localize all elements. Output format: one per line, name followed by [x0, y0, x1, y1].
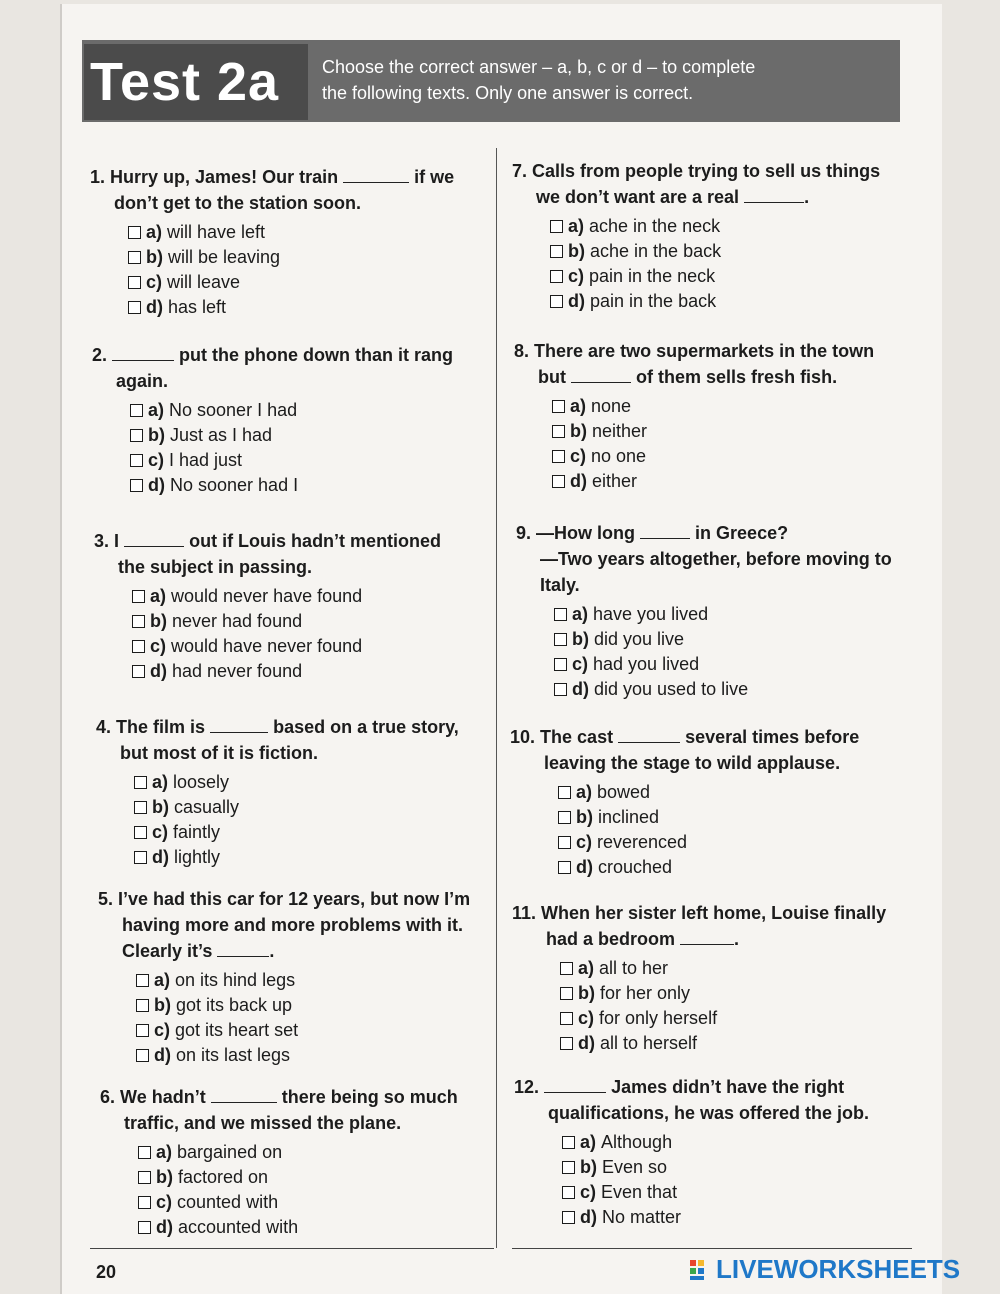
checkbox[interactable]: [558, 786, 571, 799]
answer-blank[interactable]: [744, 186, 804, 203]
answer-blank[interactable]: [544, 1076, 606, 1093]
liveworksheets-logo-icon: [690, 1258, 712, 1282]
checkbox[interactable]: [134, 851, 147, 864]
question-text: based on a true story,: [273, 717, 459, 737]
checkbox[interactable]: [138, 1196, 151, 1209]
option-a[interactable]: a) on its hind legs: [136, 968, 494, 993]
checkbox[interactable]: [554, 633, 567, 646]
checkbox[interactable]: [558, 836, 571, 849]
checkbox[interactable]: [554, 683, 567, 696]
checkbox[interactable]: [138, 1171, 151, 1184]
test-title: Test 2a: [84, 44, 308, 120]
checkbox[interactable]: [130, 404, 143, 417]
instruction-line-2: the following texts. Only one answer is correct.: [322, 83, 694, 103]
checkbox[interactable]: [562, 1161, 575, 1174]
checkbox[interactable]: [562, 1136, 575, 1149]
bottom-rule-right: [512, 1248, 912, 1249]
question-text: —Two years altogether, before moving to: [540, 549, 892, 569]
option-a[interactable]: a) all to her: [560, 956, 912, 981]
answer-blank[interactable]: [112, 344, 174, 361]
question-number: 2.: [92, 345, 108, 365]
question-text: Hurry up, James! Our train: [110, 167, 339, 187]
option-b[interactable]: b) casually: [134, 795, 496, 820]
option-c[interactable]: c) pain in the neck: [550, 264, 912, 289]
checkbox[interactable]: [550, 270, 563, 283]
answer-blank[interactable]: [124, 530, 184, 547]
checkbox[interactable]: [134, 801, 147, 814]
checkbox[interactable]: [134, 776, 147, 789]
checkbox[interactable]: [136, 1049, 149, 1062]
instruction-line-1: Choose the correct answer – a, b, c or d – to complete: [322, 57, 756, 77]
checkbox[interactable]: [552, 425, 565, 438]
option-c[interactable]: c) got its heart set: [136, 1018, 494, 1043]
question-number: 10.: [510, 727, 536, 747]
option-c[interactable]: c) will leave: [128, 270, 490, 295]
question-number: 8.: [514, 341, 530, 361]
question-9: [516, 520, 916, 702]
option-c[interactable]: c) reverenced: [558, 830, 910, 855]
option-d[interactable]: d) No matter: [562, 1205, 914, 1230]
checkbox[interactable]: [554, 608, 567, 621]
question-text: there being so much: [281, 1087, 458, 1107]
logo-text: LIVEWORKSHEETS: [716, 1254, 961, 1284]
option-b[interactable]: b) got its back up: [136, 993, 494, 1018]
option-a[interactable]: a) loosely: [134, 770, 496, 795]
option-a[interactable]: a) would never have found: [132, 584, 494, 609]
checkbox[interactable]: [560, 987, 573, 1000]
answer-blank[interactable]: [217, 940, 269, 957]
option-a[interactable]: a) Although: [562, 1130, 914, 1155]
checkbox[interactable]: [128, 301, 141, 314]
checkbox[interactable]: [132, 615, 145, 628]
option-b[interactable]: b) factored on: [138, 1165, 494, 1190]
checkbox[interactable]: [136, 974, 149, 987]
answer-blank[interactable]: [210, 716, 268, 733]
option-a[interactable]: a) bowed: [558, 780, 910, 805]
question-8: 8. There are two supermarkets in the town but of them sells fresh fish. a) none b) neither c) no one d) either: [514, 338, 914, 494]
option-b[interactable]: b) did you live: [554, 627, 916, 652]
instructions: [322, 54, 882, 106]
checkbox[interactable]: [560, 962, 573, 975]
checkbox[interactable]: [136, 999, 149, 1012]
option-a[interactable]: a) none: [552, 394, 914, 419]
checkbox[interactable]: [560, 1012, 573, 1025]
option-a[interactable]: a) No sooner I had: [130, 398, 492, 423]
question-text: if we: [414, 167, 455, 187]
question-text: Calls from people trying to sell us things: [532, 161, 881, 181]
question-text: put the phone down than it rang: [179, 345, 454, 365]
question-7: 7. Calls from people trying to sell us things we don’t want are a real . a) ache in the neck b) ache in the back c) pain in the neck d) pain in the back: [512, 158, 912, 314]
option-a[interactable]: a) have you lived: [554, 602, 916, 627]
question-4: [96, 714, 496, 870]
question-number: 6.: [100, 1087, 116, 1107]
question-text: out if Louis hadn’t mentioned: [189, 531, 442, 551]
question-text: in Greece?: [695, 523, 789, 543]
option-d[interactable]: d) either: [552, 469, 914, 494]
checkbox[interactable]: [552, 450, 565, 463]
option-d[interactable]: d) had never found: [132, 659, 494, 684]
question-3: [94, 528, 494, 684]
option-d[interactable]: d) lightly: [134, 845, 496, 870]
answer-blank[interactable]: [640, 522, 690, 539]
checkbox[interactable]: [128, 276, 141, 289]
option-a[interactable]: a) bargained on: [138, 1140, 494, 1165]
question-text: We hadn’t: [120, 1087, 206, 1107]
page-number: 20: [96, 1262, 117, 1282]
option-d[interactable]: d) has left: [128, 295, 490, 320]
question-10: [510, 724, 910, 880]
option-c[interactable]: c) had you lived: [554, 652, 916, 677]
answer-blank[interactable]: [571, 366, 631, 383]
option-c[interactable]: c) faintly: [134, 820, 496, 845]
answer-blank[interactable]: [343, 166, 409, 183]
checkbox[interactable]: [132, 640, 145, 653]
question-text: I’ve had this car for 12 years, but now I’m: [118, 889, 471, 909]
option-c[interactable]: c) counted with: [138, 1190, 494, 1215]
checkbox[interactable]: [130, 454, 143, 467]
question-text: leaving the stage to wild applause.: [544, 753, 841, 773]
option-d[interactable]: d) accounted with: [138, 1215, 494, 1240]
option-d[interactable]: d) all to herself: [560, 1031, 912, 1056]
checkbox[interactable]: [562, 1211, 575, 1224]
option-c[interactable]: c) would have never found: [132, 634, 494, 659]
checkbox[interactable]: [558, 861, 571, 874]
question-text: several times before: [685, 727, 860, 747]
checkbox[interactable]: [550, 220, 563, 233]
question-1: [90, 164, 490, 320]
checkbox[interactable]: [562, 1186, 575, 1199]
question-text: having more and more problems with it.: [122, 915, 464, 935]
checkbox[interactable]: [130, 479, 143, 492]
question-text: but most of it is fiction.: [120, 743, 318, 763]
question-text: had a bedroom: [546, 929, 676, 949]
checkbox[interactable]: [138, 1221, 151, 1234]
question-text: I: [114, 531, 120, 551]
checkbox[interactable]: [132, 665, 145, 678]
option-d[interactable]: d) pain in the back: [550, 289, 912, 314]
checkbox[interactable]: [134, 826, 147, 839]
question-number: 5.: [98, 889, 114, 909]
question-6: [100, 1084, 494, 1240]
checkbox[interactable]: [554, 658, 567, 671]
option-a[interactable]: a) will have left: [128, 220, 490, 245]
question-text: qualifications, he was offered the job.: [548, 1103, 870, 1123]
checkbox[interactable]: [136, 1024, 149, 1037]
answer-blank[interactable]: [618, 726, 680, 743]
question-text: Clearly it’s: [122, 941, 213, 961]
question-12: [514, 1074, 914, 1230]
question-text: The film is: [116, 717, 206, 737]
question-number: 7.: [512, 161, 528, 181]
option-a[interactable]: a) ache in the neck: [550, 214, 912, 239]
option-b[interactable]: b) never had found: [132, 609, 494, 634]
question-number: 4.: [96, 717, 112, 737]
answer-blank[interactable]: [211, 1086, 277, 1103]
option-d[interactable]: d) No sooner had I: [130, 473, 492, 498]
question-text: There are two supermarkets in the town: [534, 341, 875, 361]
option-d[interactable]: d) did you used to live: [554, 677, 916, 702]
question-2: [92, 342, 492, 498]
column-divider: [496, 148, 497, 1248]
checkbox[interactable]: [138, 1146, 151, 1159]
question-number: 11.: [512, 903, 537, 923]
answer-blank[interactable]: [680, 928, 734, 945]
question-number: 12.: [514, 1077, 540, 1097]
question-text: we don’t want are a real: [536, 187, 740, 207]
checkbox[interactable]: [128, 251, 141, 264]
checkbox[interactable]: [128, 226, 141, 239]
option-b[interactable]: b) ache in the back: [550, 239, 912, 264]
checkbox[interactable]: [552, 475, 565, 488]
option-b[interactable]: b) for her only: [560, 981, 912, 1006]
option-b[interactable]: b) Even so: [562, 1155, 914, 1180]
checkbox[interactable]: [550, 295, 563, 308]
checkbox[interactable]: [560, 1037, 573, 1050]
option-c[interactable]: c) for only herself: [560, 1006, 912, 1031]
question-text: Italy.: [540, 575, 580, 595]
question-text: The cast: [540, 727, 614, 747]
option-b[interactable]: b) inclined: [558, 805, 910, 830]
question-text: the subject in passing.: [118, 557, 313, 577]
checkbox[interactable]: [130, 429, 143, 442]
question-text: James didn’t have the right: [611, 1077, 845, 1097]
option-d[interactable]: d) crouched: [558, 855, 910, 880]
checkbox[interactable]: [550, 245, 563, 258]
question-5: 5. I’ve had this car for 12 years, but now I’m having more and more problems with it. Clearly it’s . a) on its hind legs b) got its back up c) got its heart set d) on its last legs: [98, 886, 494, 1068]
option-c[interactable]: c) I had just: [130, 448, 492, 473]
question-text: don’t get to the station soon.: [114, 193, 361, 213]
option-d[interactable]: d) on its last legs: [136, 1043, 494, 1068]
question-11: 11. When her sister left home, Louise finally had a bedroom . a) all to her b) for her only c) for only herself d) all to herself: [512, 900, 912, 1056]
option-b[interactable]: b) will be leaving: [128, 245, 490, 270]
liveworksheets-logo[interactable]: [690, 1254, 960, 1285]
checkbox[interactable]: [558, 811, 571, 824]
question-text: traffic, and we missed the plane.: [124, 1113, 402, 1133]
question-number: 9.: [516, 523, 532, 543]
question-text: —How long: [536, 523, 636, 543]
checkbox[interactable]: [132, 590, 145, 603]
question-number: 3.: [94, 531, 110, 551]
question-text: but: [538, 367, 566, 387]
option-b[interactable]: b) Just as I had: [130, 423, 492, 448]
option-b[interactable]: b) neither: [552, 419, 914, 444]
option-c[interactable]: c) Even that: [562, 1180, 914, 1205]
question-number: 1.: [90, 167, 106, 187]
bottom-rule-left: [90, 1248, 494, 1249]
question-text: again.: [116, 371, 169, 391]
option-c[interactable]: c) no one: [552, 444, 914, 469]
checkbox[interactable]: [552, 400, 565, 413]
question-text: When her sister left home, Louise finally: [541, 903, 887, 923]
